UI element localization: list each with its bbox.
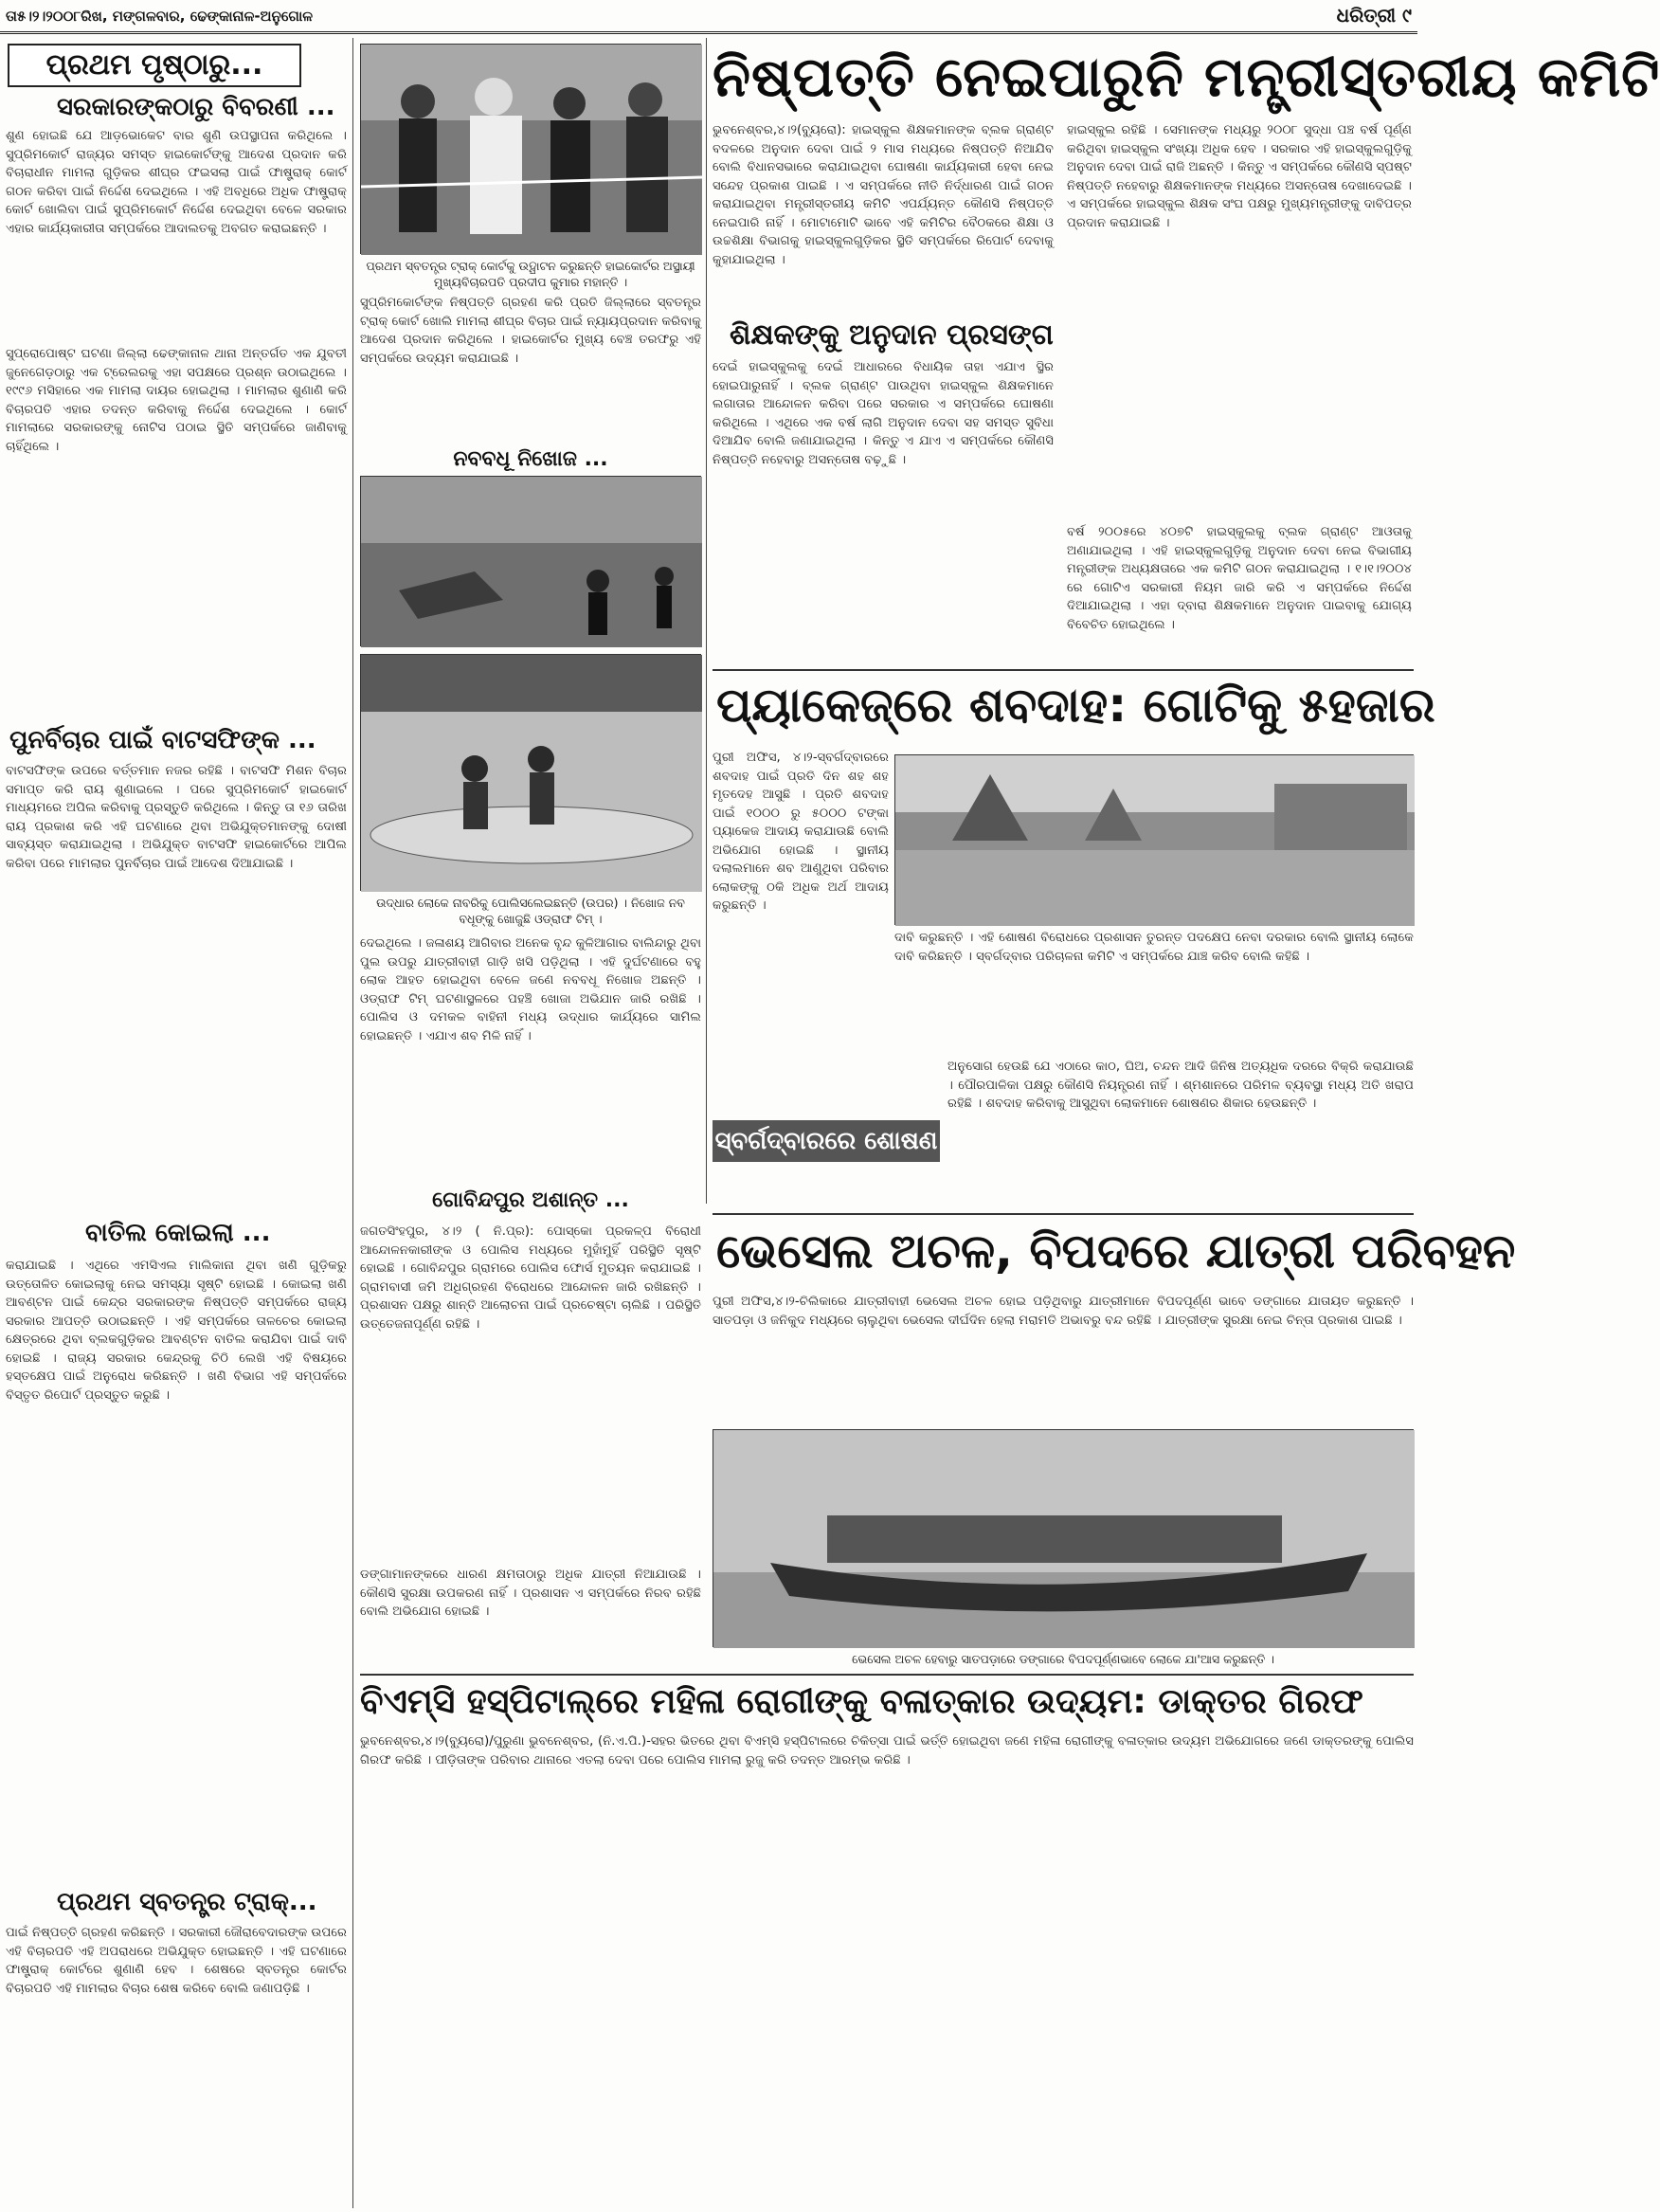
- cremation-ground-photo: [894, 754, 1414, 925]
- headline-coal: ବାତିଲ କୋଇଲା ...: [85, 1219, 271, 1247]
- bms-article-body: ଭୁବନେଶ୍ବର,୪।୨(ବ୍ୟୁରୋ)/ପୁରୁଣା ଭୁବନେଶ୍ବର, (ନି.ଏ.ପି.)-ସହର ଭିତରେ ଥିବା ବିଏମ୍‌ସି ହସ୍ପିଟାଲରେ ଚିକିତ୍ସା ପାଇଁ ଭର୍ତ୍ତି ହୋଇଥିବା ଜଣେ ମହିଳା ରୋଗୀଙ୍କୁ ବଳାତ୍କାର ଉଦ୍ୟମ ଅଭିଯୋଗରେ ଜଣେ ଡାକ୍ତରଙ୍କୁ ପୋଲିସ ଗିରଫ କରିଛି । ପୀଡ଼ିତାଙ୍କ ପରିବାର ଥାନାରେ ଏତଲା ଦେବା ପରେ ପୋଲିସ ମାମଲା ରୁଜୁ କରି ତଦନ୍ତ ଆରମ୍ଭ କରିଛି ।: [360, 1734, 1414, 1768]
- headline-ministerial-committee: ନିଷ୍ପତ୍ତି ନେଇପାରୁନି ମନ୍ତ୍ରୀସ୍ତରୀୟ କମିଟି: [713, 45, 1660, 109]
- inauguration-photo-caption: ପ୍ରଥମ ସ୍ବତନ୍ତ୍ର ଟ୍ରାକ୍ କୋର୍ଟକୁ ଉଦ୍ଘାଟନ କରୁଛନ୍ତି ହାଇକୋର୍ଟର ଅସ୍ଥାୟୀ ମୁଖ୍ୟବିଚାରପତି ପ୍ରଦୀପ କୁମାର ମହାନ୍ତି ।: [366, 259, 695, 289]
- headline-vessel: ଭେସେଲ ଅଚଳ, ବିପଦରେ ଯାତ୍ରୀ ପରିବହନ: [716, 1224, 1516, 1278]
- teacher-article-col1: ଦେଇଁ ହାଇସ୍କୁଲକୁ ଦେଇଁ ଆଧାରରେ ବିଧାୟିକ ତାହା ଏଯାଏ ସ୍ଥିର ହୋଇପାରୁନାହିଁ । ବ୍ଲକ ଗ୍ରାଣ୍ଟ ପାଉଥିବା ହାଇସ୍କୁଲ ଶିକ୍ଷକମାନେ ଲଗାତାର ଆନ୍ଦୋଳନ କରିବା ପରେ ସରକାର ଏ ସମ୍ପର୍କରେ ଘୋଷଣା କରିଥିଲେ । ଏଥିରେ ଏକ ବର୍ଷ ଲାଗି ଅନୁଦାନ ଦେବା ସହ ସମସ୍ତ ସୁବିଧା ଦିଆଯିବ ବୋଲି ଜଣାଯାଇଥିଲା । କିନ୍ତୁ ଏ ଯାଏ ଏ ସମ୍ପର୍କରେ କୌଣସି ନିଷ୍ପତ୍ତି ନହେବାରୁ ଅସନ୍ତୋଷ ବଢ଼ୁଛି ।: [713, 360, 1054, 467]
- column-rule: [706, 38, 707, 1204]
- govindpur-article-body: ଜଗତସିଂହପୁର, ୪।୨ ( ନି.ପ୍ର): ପୋସ୍କୋ ପ୍ରକଳ୍ପ ବିରୋଧୀ ଆନ୍ଦୋଳନକାରୀଙ୍କ ଓ ପୋଲିସ ମଧ୍ୟରେ ମୁହାଁମୁହିଁ ପରିସ୍ଥିତି ସୃଷ୍ଟି ହୋଇଛି । ଗୋବିନ୍ଦପୁର ଗ୍ରାମରେ ପୋଲିସ ଫୋର୍ସ ମୁତୟନ କରାଯାଇଛି । ଗ୍ରାମବାସୀ ଜମି ଅଧିଗ୍ରହଣ ବିରୋଧରେ ଆନ୍ଦୋଳନ ଜାରି ରଖିଛନ୍ତି । ପ୍ରଶାସନ ପକ୍ଷରୁ ଶାନ୍ତି ଆଲୋଚନା ପାଇଁ ପ୍ରଚେଷ୍ଟା ଚାଲିଛି । ପରିସ୍ଥିତି ଉତ୍ତେଜନାପୂର୍ଣ୍ଣ ରହିଛି ।: [360, 1224, 701, 1332]
- headline-cremation-package: ପ୍ୟାକେଜ୍‌ରେ ଶବଦାହ: ଗୋଟିକୁ ୫ହଜାର: [716, 678, 1435, 733]
- masthead: [0, 0, 1417, 34]
- bride-photo-caption: ଉଦ୍ଧାର ଲୋକେ ନାବରିକୁ ପୋଲିସଲେଇଛନ୍ତି (ଉପର) । ନିଖୋଜ ନବ ବଧୂଙ୍କୁ ଖୋଜୁଛି ଓଡ୍ରାଫ ଟିମ୍ ।: [376, 896, 685, 926]
- headline-review: ପୁନର୍ବିଚାର ପାଇଁ ବାଟସଫିଙ୍କ ...: [9, 726, 316, 754]
- section-box-first-page: ପ୍ରଥମ ପୃଷ୍ଠାରୁ...: [8, 44, 301, 87]
- cremation-article-intro: ପୁରୀ ଅଫିସ, ୪।୨-ସ୍ବର୍ଗଦ୍ବାରରେ ଶବଦାହ ପାଇଁ ପ୍ରତି ଦିନ ଶହ ଶହ ମୃତଦେହ ଆସୁଛି । ପ୍ରତି ଶବଦାହ ପାଇଁ ୧୦୦୦ ରୁ ୫୦୦୦ ଟଙ୍କା ପ୍ୟାକେଜ ଆଦାୟ କରାଯାଉଛି ବୋଲି ଅଭିଯୋଗ ହୋଇଛି । ସ୍ଥାନୀୟ ଦଲାଲମାନେ ଶବ ଆଣୁଥିବା ପରିବାର ଲୋକଙ୍କୁ ଠକି ଅଧିକ ଅର୍ଥ ଆଦାୟ କରୁଛନ୍ତି ।: [713, 751, 889, 913]
- section-divider: [360, 1674, 1414, 1676]
- article-review-body: ବାଟସଫିଙ୍କ ଉପରେ ବର୍ତ୍ତମାନ ନଜର ରହିଛି । ବାଟସଫି ମିଶନ ବିଚାର ସମାପ୍ତ କରି ରାୟ ଶୁଣାଇଲେ । ପରେ ସୁପ୍ରିମକୋର୍ଟ ହାଇକୋର୍ଟ ମାଧ୍ୟମରେ ଅପିଲ କରିବାକୁ ପ୍ରସ୍ତୁତି କରିଥିଲେ । କିନ୍ତୁ ତା ୧୬ ତାରିଖ ରାୟ ପ୍ରକାଶ କରି ଏହି ଘଟଣାରେ ଥିବା ଅଭିଯୁକ୍ତମାନଙ୍କୁ ଦୋଷୀ ସାବ୍ୟସ୍ତ କରାଯାଇଥିଲା । ଅଭିଯୁକ୍ତ ବାଟସଫି ହାଇକୋର୍ଟରେ ଆପିଲ କରିବା ପରେ ମାମଲାର ପୁନର୍ବିଚାର ପାଇଁ ଆଦେଶ ଦିଆଯାଇଛି ।: [6, 764, 347, 871]
- section-divider: [713, 669, 1414, 671]
- rescue-boat-photo: [360, 654, 701, 891]
- accident-photo: [360, 476, 701, 646]
- headline-bms-hospital: ବିଏମ୍‌ସି ହସ୍ପିଟାଲ୍‌ରେ ମହିଳା ରୋଗୀଙ୍କୁ ବଳାତ୍କାର ଉଦ୍ୟମ: ଡାକ୍ତର ଗିରଫ: [360, 1682, 1363, 1721]
- brand-logo: ଧରିତ୍ରୀ ୯: [1336, 4, 1412, 27]
- article-report-body: ଶୁଣ ହୋଇଛି ଯେ ଆଡ଼ଭୋକେଟ ବାର ଶୁଣି ଉପସ୍ଥାପନା କରିଥିଲେ । ସୁପ୍ରିମକୋର୍ଟ ରାଜ୍ୟର ସମସ୍ତ ହାଇକୋର୍ଟଙ୍କୁ ଆଦେଶ ପ୍ରଦାନ କରି ବିଚାରାଧୀନ ମାମଲା ଗୁଡ଼ିକର ଶୀଘ୍ର ଫଇସଲା ପାଇଁ ଫାଷ୍ଟ୍ରାକ୍ କୋର୍ଟ ଗଠନ କରିବା ପାଇଁ ନିର୍ଦ୍ଦେଶ ଦେଇଥିଲେ । ଏହି ଅବଧିରେ ଅଧିକ ଫାଷ୍ଟ୍ରାକ୍ କୋର୍ଟ ଖୋଲିବା ପାଇଁ ସୁପ୍ରିମକୋର୍ଟ ନିର୍ଦ୍ଦେଶ ଦେଇଥିବା ବେଳେ ସରକାର ଏହାର କାର୍ଯ୍ୟକାରୀତା ସମ୍ପର୍କରେ ଆଦାଲତକୁ ଅବଗତ କରାଇଛନ୍ତି ।: [6, 129, 347, 236]
- vessel-photo-caption: ଭେସେଲ ଅଚଳ ହେବାରୁ ସାତପଡ଼ାରେ ଡଙ୍ଗାରେ ବିପଦପୂର୍ଣ୍ଣଭାବେ ଲୋକେ ଯା'ଆସ କରୁଛନ୍ତି ।: [852, 1652, 1274, 1666]
- article-coal-body: କରାଯାଇଛି । ଏଥିରେ ଏମସିଏଲ ମାଲିକାନା ଥିବା ଖଣି ଗୁଡ଼ିକରୁ ଉତ୍ତୋଳିତ କୋଇଲାକୁ ନେଇ ସମସ୍ୟା ସୃଷ୍ଟି ହୋଇଛି । କୋଇଲା ଖଣି ଆବଣ୍ଟନ ପାଇଁ କେନ୍ଦ୍ର ସରକାରଙ୍କ ନିଷ୍ପତ୍ତି ସମ୍ପର୍କରେ ରାଜ୍ୟ ସରକାର ଆପତ୍ତି ଉଠାଇଛନ୍ତି । ଏହି ସମ୍ପର୍କରେ ତାଳଚେର କୋଇଲା କ୍ଷେତ୍ରରେ ଥିବା ବ୍ଲକଗୁଡ଼ିକର ଆବଣ୍ଟନ ବାତିଲ କରାଯିବା ପାଇଁ ଦାବି ହୋଇଛି । ରାଜ୍ୟ ସରକାର କେନ୍ଦ୍ରକୁ ଚିଠି ଲେଖି ଏହି ବିଷୟରେ ହସ୍ତକ୍ଷେପ ପାଇଁ ଅନୁରୋଧ କରିଛନ୍ତି । ଖଣି ବିଭାଗ ଏହି ସମ୍ପର୍କରେ ବିସ୍ତୃତ ରିପୋର୍ଟ ପ୍ରସ୍ତୁତ କରୁଛି ।: [6, 1259, 347, 1403]
- sub-box-exploitation: ସ୍ବର୍ଗଦ୍ବାରରେ ଶୋଷଣ: [713, 1120, 940, 1162]
- court-article-body: ସୁପ୍ରିମକୋର୍ଟଙ୍କ ନିଷ୍ପତ୍ତି ଗ୍ରହଣ କରି ପ୍ରତି ଜିଲ୍ଲାରେ ସ୍ବତନ୍ତ୍ର ଟ୍ରାକ୍ କୋର୍ଟ ଖୋଲି ମାମଲା ଶୀଘ୍ର ବିଚାର ପାଇଁ ନ୍ୟାୟପ୍ରଦାନ କରିବାକୁ ଆଦେଶ ପ୍ରଦାନ କରିଥିଲେ । ହାଇକୋର୍ଟର ମୁଖ୍ୟ ବେଞ୍ଚ ତରଫରୁ ଏହି ସମ୍ପର୍କରେ ଉଦ୍ୟମ କରାଯାଇଛି ।: [360, 296, 701, 366]
- headline-special-track: ପ୍ରଥମ ସ୍ବତନ୍ତ୍ର ଟ୍ରାକ୍...: [57, 1888, 317, 1916]
- headline-govindpur: ଗୋବିନ୍ଦପୁର ଅଶାନ୍ତ ...: [432, 1188, 629, 1212]
- teacher-article-col2: ବର୍ଷ ୨୦୦୫ରେ ୪୦୭ଟି ହାଇସ୍କୁଲକୁ ବ୍ଲକ ଗ୍ରାଣ୍ଟ ଆଓତାକୁ ଅଣାଯାଇଥିଲା । ଏହି ହାଇସ୍କୁଲଗୁଡ଼ିକୁ ଅନୁଦାନ ଦେବା ନେଇ ବିଭାଗୀୟ ମନ୍ତ୍ରୀଙ୍କ ଅଧ୍ୟକ୍ଷତାରେ ଏକ କମିଟି ଗଠନ କରାଯାଇଥିଲା । ୧।୧।୨୦୦୪ ରେ ଗୋଟିଏ ସରକାରୀ ନିୟମ ଜାରି କରି ଏ ସମ୍ପର୍କରେ ନିର୍ଦ୍ଦେଶ ଦିଆଯାଇଥିଲା । ଏହା ଦ୍ବାରା ଶିକ୍ଷକମାନେ ଅନୁଦାନ ପାଇବାକୁ ଯୋଗ୍ୟ ବିବେଚିତ ହୋଇଥିଲେ ।: [1067, 525, 1412, 632]
- article-special-track-body: ପାଇଁ ନିଷ୍ପତ୍ତି ଗ୍ରହଣ କରିଛନ୍ତି । ସରକାରୀ ଜୌରାବେଦାରଙ୍କ ଉପରେ ଏହି ବିଚାରପତି ଏହି ଅପରାଧରେ ଅଭିଯୁକ୍ତ ହୋଇଛନ୍ତି । ଏହି ଘଟଣାରେ ଫାଷ୍ଟ୍ରାକ୍ କୋର୍ଟରେ ଶୁଣାଣି ହେବ । ଶେଷରେ ସ୍ବତନ୍ତ୍ର କୋର୍ଟର ବିଚାରପତି ଏହି ମାମଲାର ବିଚାର ଶେଷ କରିବେ ବୋଲି ଜଣାପଡ଼ିଛି ।: [6, 1926, 347, 1996]
- boat-passengers-photo: [713, 1429, 1414, 1647]
- cremation-ground-photo-illustration: [895, 755, 1415, 926]
- inauguration-photo-illustration: [361, 45, 702, 255]
- headline-bride-missing: ନବବଧୂ ନିଖୋଜ ...: [453, 447, 608, 471]
- inauguration-photo: [360, 44, 701, 254]
- cremation-article-body: ଦାବି କରୁଛନ୍ତି । ଏହି ଶୋଷଣ ବିରୋଧରେ ପ୍ରଶାସନ ତୁରନ୍ତ ପଦକ୍ଷେପ ନେବା ଦରକାର ବୋଲି ସ୍ଥାନୀୟ ଲୋକେ ଦାବି କରିଛନ୍ତି । ସ୍ବର୍ଗଦ୍ବାର ପରିଚାଳନା କମିଟି ଏ ସମ୍ପର୍କରେ ଯାଞ୍ଚ କରିବ ବୋଲି କହିଛି ।: [894, 931, 1414, 964]
- committee-article-col1: ଭୁବନେଶ୍ବର,୪।୨(ବ୍ୟୁରୋ): ହାଇସ୍କୁଲ ଶିକ୍ଷକମାନଙ୍କ ବ୍ଲକ ଗ୍ରାଣ୍ଟ ବଦଳରେ ଅନୁଦାନ ଦେବା ପାଇଁ ୨ ମାସ ମଧ୍ୟରେ ନିଷ୍ପତ୍ତି ନିଆଯିବ ବୋଲି ବିଧାନସଭାରେ କରାଯାଇଥିବା ଘୋଷଣା କାର୍ଯ୍ୟକାରୀ ହେବା ନେଇ ସନ୍ଦେହ ପ୍ରକାଶ ପାଇଛି । ଏ ସମ୍ପର୍କରେ ନୀତି ନିର୍ଦ୍ଧାରଣ ପାଇଁ ଗଠନ କରାଯାଇଥିବା ମନ୍ତ୍ରୀସ୍ତରୀୟ କମିଟି ଏପର୍ଯ୍ୟନ୍ତ କୌଣସି ନିଷ୍ପତ୍ତି ନେଇପାରି ନାହିଁ । ମୋଟାମୋଟି ଭାବେ ଏହି କମିଟିର ବୈଠକରେ ଶିକ୍ଷା ଓ ଉଚ୍ଚଶିକ୍ଷା ବିଭାଗକୁ ହାଇସ୍କୁଲଗୁଡ଼ିକର ସ୍ଥିତି ସମ୍ପର୍କରେ ରିପୋର୍ଟ ଦେବାକୁ କୁହାଯାଇଥିଲା ।: [713, 123, 1054, 267]
- cremation-article-tail: [713, 1168, 940, 1206]
- rescue-boat-photo-illustration: [361, 655, 702, 892]
- article-report-body-2: ସୁପ୍ରୋପୋଷ୍ଟ ଘଟଣା ଜିଲ୍ଲା ଢେଙ୍କାନାଳ ଥାନା ଅନ୍ତର୍ଗତ ଏକ ଯୁବତୀ ଜୁନେଗେଡ଼ଠାରୁ ଏକ ଟ୍ରେଲରକୁ ଏହା ସପକ୍ଷରେ ପ୍ରଶ୍ନ ଉଠାଇଥିଲେ । ୧୯୯୬ ମସିହାରେ ଏକ ମାମଲା ଦାୟର ହୋଇଥିଲା । ମାମଲାର ଶୁଣାଣି କରି ବିଚାରପତି ଏହାର ତଦନ୍ତ କରିବାକୁ ନିର୍ଦ୍ଦେଶ ଦେଇଥିଲେ । କୋର୍ଟ ମାମଲାରେ ସରକାରଙ୍କୁ ନୋଟିସ ପଠାଇ ସ୍ଥିତି ସମ୍ପର୍କରେ ଜାଣିବାକୁ ଚାହିଁଥିଲେ ।: [6, 347, 347, 454]
- vessel-article-body: ପୁରୀ ଅଫିସ,୪।୨-ଚିଲିକାରେ ଯାତ୍ରୀବାହୀ ଭେସେଲ ଅଚଳ ହୋଇ ପଡ଼ିଥିବାରୁ ଯାତ୍ରୀମାନେ ବିପଦପୂର୍ଣ୍ଣ ଭାବେ ଡଙ୍ଗାରେ ଯାତାୟତ କରୁଛନ୍ତି । ସାତପଡ଼ା ଓ ଜନିକୁଦ ମଧ୍ୟରେ ଚାଲୁଥିବା ଭେସେଲ ଦୀର୍ଘଦିନ ହେଲା ମରାମତି ଅଭାବରୁ ବନ୍ଦ ରହିଛି । ଯାତ୍ରୀଙ୍କ ସୁରକ୍ଷା ନେଇ ଚିନ୍ତା ପ୍ରକାଶ ପାଇଛି ।: [713, 1295, 1414, 1328]
- dateline: ତା୫।୨।୨୦୦୮ରିଖ, ମଙ୍ଗଳବାର, ଢେଙ୍କାନାଳ-ଅନୁଗୋଳ: [6, 8, 314, 25]
- column-rule: [352, 38, 353, 2208]
- headline-teacher-grant: ଶିକ୍ଷକଙ୍କୁ ଅନୁଦାନ ପ୍ରସଙ୍ଗ: [730, 318, 1054, 352]
- section-divider: [713, 1213, 1414, 1215]
- committee-article-col2: ହାଇସ୍କୁଲ ରହିଛି । ସେମାନଙ୍କ ମଧ୍ୟରୁ ୨୦୦୮ ସୁଦ୍ଧା ପଞ୍ଚ ବର୍ଷ ପୂର୍ଣ୍ଣ କରିଥିବା ହାଇସ୍କୁଲ ସଂଖ୍ୟା ଅଧିକ ହେବ । ସରକାର ଏହି ହାଇସ୍କୁଲଗୁଡ଼ିକୁ ଅନୁଦାନ ଦେବା ପାଇଁ ରାଜି ଅଛନ୍ତି । କିନ୍ତୁ ଏ ସମ୍ପର୍କରେ କୌଣସି ସ୍ପଷ୍ଟ ନିଷ୍ପତ୍ତି ନହେବାରୁ ଶିକ୍ଷକମାନଙ୍କ ମଧ୍ୟରେ ଅସନ୍ତୋଷ ଦେଖାଦେଇଛି । ଏ ସମ୍ପର୍କରେ ହାଇସ୍କୁଲ ଶିକ୍ଷକ ସଂଘ ପକ୍ଷରୁ ମୁଖ୍ୟମନ୍ତ୍ରୀଙ୍କୁ ଦାବିପତ୍ର ପ୍ରଦାନ କରାଯାଇଛି ।: [1067, 123, 1412, 230]
- accident-photo-illustration: [361, 477, 702, 647]
- cremation-article-body-2: ଅନୁସୋଗ ହେଉଛି ଯେ ଏଠାରେ କାଠ, ଘିଅ, ଚନ୍ଦନ ଆଦି ଜିନିଷ ଅତ୍ୟଧିକ ଦରରେ ବିକ୍ରି କରାଯାଉଛି । ପୌରପାଳିକା ପକ୍ଷରୁ କୌଣସି ନିୟନ୍ତ୍ରଣ ନାହିଁ । ଶ୍ମଶାନରେ ପରିମଳ ବ୍ୟବସ୍ଥା ମଧ୍ୟ ଅତି ଖରାପ ରହିଛି । ଶବଦାହ କରିବାକୁ ଆସୁଥିବା ଲୋକମାନେ ଶୋଷଣର ଶିକାର ହେଉଛନ୍ତି ।: [947, 1060, 1414, 1111]
- headline-report: ସରକାରଙ୍କଠାରୁ ବିବରଣୀ ...: [57, 93, 335, 121]
- vessel-article-body-2: ଡଙ୍ଗାମାନଙ୍କରେ ଧାରଣ କ୍ଷମତାଠାରୁ ଅଧିକ ଯାତ୍ରୀ ନିଆଯାଉଛି । କୌଣସି ସୁରକ୍ଷା ଉପକରଣ ନାହିଁ । ପ୍ରଶାସନ ଏ ସମ୍ପର୍କରେ ନିରବ ରହିଛି ବୋଲି ଅଭିଯୋଗ ହୋଇଛି ।: [360, 1568, 701, 1619]
- bride-article-body: ଦେଇଥିଲେ । ଜଳାଶୟ ଆଗିବାର ଅନେକ ବୃନ୍ଦ କୁଳିଆଗାର ବାଲିନ୍ଦାରୁ ଥିବା ପୁଲ ଉପରୁ ଯାତ୍ରୀବାହୀ ଗାଡ଼ି ଖସି ପଡ଼ିଥିଲା । ଏହି ଦୁର୍ଘଟଣାରେ ବହୁ ଲୋକ ଆହତ ହୋଇଥିବା ବେଳେ ଜଣେ ନବବଧୂ ନିଖୋଜ ଅଛନ୍ତି । ଓଡ୍ରାଫ ଟିମ୍ ଘଟଣାସ୍ଥଳରେ ପହଞ୍ଚି ଖୋଜା ଅଭିଯାନ ଜାରି ରଖିଛି । ପୋଲିସ ଓ ଦମକଳ ବାହିନୀ ମଧ୍ୟ ଉଦ୍ଧାର କାର୍ଯ୍ୟରେ ସାମିଲ ହୋଇଛନ୍ତି । ଏଯାଏ ଶବ ମିଳି ନାହିଁ ।: [360, 936, 701, 1043]
- boat-passengers-photo-illustration: [713, 1430, 1415, 1648]
